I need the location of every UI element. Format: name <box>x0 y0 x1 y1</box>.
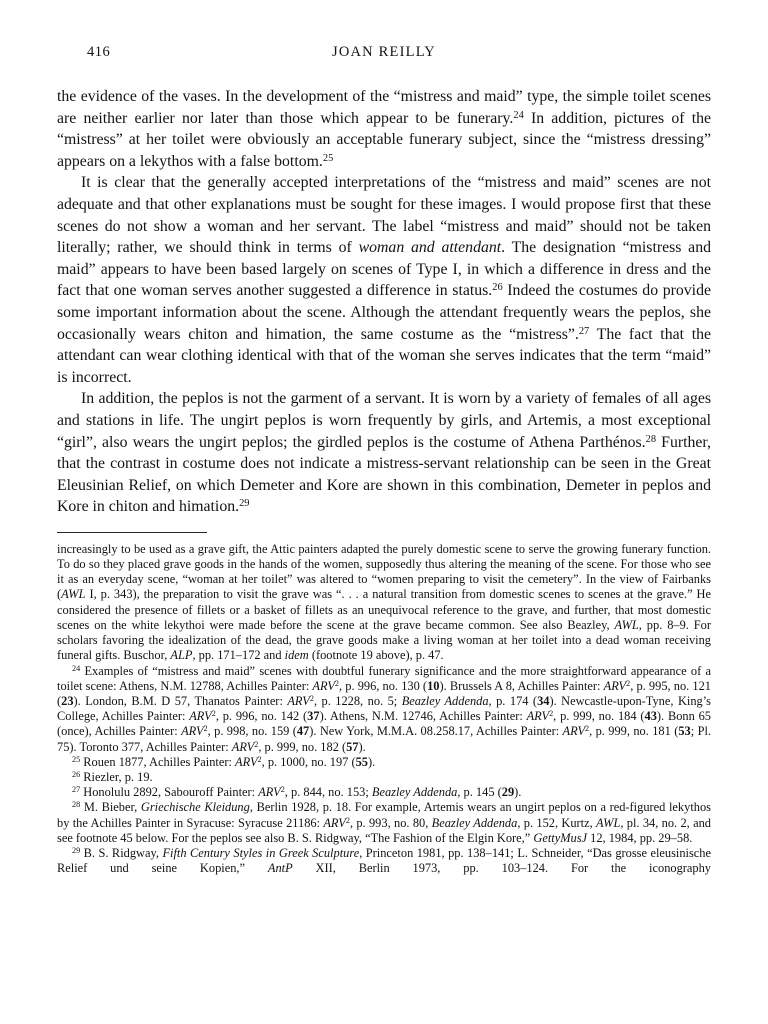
text-run: 23 <box>61 693 74 708</box>
text-run: Riezler, p. 19. <box>80 769 153 784</box>
text-run: increasingly to be used as a grave gift, the Attic painters adapted the purely domestic scene to serve the growing funerary function. To do so they placed grave goods in the hands of the women, supposedly thus altering the meaning of the scene. For those who see it as an everyday scene, “woman at her toilet” was altered to “women preparing to visit the cemetery”. In the view of Fairbanks ( <box>57 541 711 602</box>
text-run: ARV <box>287 693 310 708</box>
text-run: , p. 998, no. 159 ( <box>207 724 297 739</box>
text-run: 2 <box>254 739 259 749</box>
text-run: , p. 996, no. 142 ( <box>215 709 308 724</box>
text-run: 43 <box>644 709 657 724</box>
text-run: 25 <box>72 754 81 764</box>
text-run: ). <box>358 739 366 754</box>
text-run: , p. 995, no. 121 ( <box>57 678 711 708</box>
text-run: 10 <box>427 678 440 693</box>
text-run: ARV <box>562 724 586 739</box>
text-run: 28 <box>72 800 81 810</box>
text-run: , p. 999, no. 184 ( <box>553 709 645 724</box>
text-run: 2 <box>549 709 554 719</box>
text-run: ARV <box>231 739 255 754</box>
text-run: 2 <box>334 678 339 688</box>
text-run: 37 <box>307 709 320 724</box>
text-run: Griechische Kleidung <box>140 800 250 815</box>
footnote-27 <box>57 785 711 800</box>
text-run: , pp. 171–172 and <box>192 648 285 663</box>
text-run: ARV <box>526 709 550 724</box>
text-run: ARV <box>312 678 335 693</box>
text-run: ). Brussels A 8, Achilles Painter: <box>439 678 604 693</box>
text-run: 2 <box>309 693 314 703</box>
text-run: 34 <box>537 693 550 708</box>
text-run: 28 <box>645 433 657 445</box>
footnote-23-continuation <box>57 542 711 664</box>
text-run: ARV <box>181 724 204 739</box>
text-run: 55 <box>355 754 368 769</box>
text-run: ). London, B.M. D 57, Thanatos Painter: <box>73 693 288 708</box>
text-run: 2 <box>257 754 262 764</box>
footnote-28 <box>57 800 711 846</box>
text-run: 2 <box>345 815 350 825</box>
text-run: AWL <box>61 587 86 602</box>
text-run: ARV <box>235 754 258 769</box>
text-run: ). Bonn 65 (once), Achilles Painter: <box>57 709 712 739</box>
text-run: 2 <box>211 709 216 719</box>
text-run: In addition, pictures of the “mistress” at her toilet were obviously an acceptable funerary subject, since the “mistress dressing” appears on a lekythos with a false bottom. <box>57 109 711 170</box>
body-paragraph-2 <box>57 172 711 388</box>
text-run: Honolulu 2892, Sabouroff Painter: <box>80 785 259 800</box>
text-run: Beazley Addenda <box>401 693 489 708</box>
text-run: AWL <box>596 815 621 830</box>
text-run: idem <box>284 648 309 663</box>
body-text <box>57 86 711 518</box>
text-run: 24 <box>72 663 81 673</box>
text-run: , p. 999, no. 181 ( <box>589 724 679 739</box>
text-run: 27 <box>72 785 81 795</box>
text-run: ). Newcastle-upon-Tyne, King’s College, Achilles Painter: <box>57 693 711 724</box>
text-run: ). <box>514 785 522 800</box>
text-run: XII, Berlin 1973, pp. 103–124. For the iconography <box>292 861 711 876</box>
text-run: Fifth Century Styles in Greek Sculpture <box>162 845 360 860</box>
footnote-rule <box>57 532 207 533</box>
body-paragraph-3 <box>57 388 711 518</box>
text-run: ). New York, M.M.A. 08.258.17, Achilles Painter: <box>309 724 563 739</box>
footnote-29 <box>57 846 711 876</box>
text-run: In addition, the peplos is not the garment of a servant. It is worn by a variety of females of all ages and stations in life. The ungirt peplos is worn frequently by girls, and Artemis, a most exceptional “girl”, also wears the ungirt peplos; the girdled peplos is the costume of Athena Parthénos. <box>57 390 711 451</box>
text-run: , pl. 34, no. 2, and see footnote 45 below. For the peplos see also B. S. Ridgway, “The Fashion of the Elgin Kore,” <box>57 815 711 845</box>
text-run: The fact that the attendant can wear clothing identical with that of the woman she serves indicates that the term “maid” is incorrect. <box>57 325 711 386</box>
text-run: 29 <box>72 846 81 856</box>
text-run: ). <box>367 754 376 769</box>
text-run: 2 <box>585 724 590 734</box>
text-run: , p. 174 ( <box>488 693 538 708</box>
text-run: , p. 152, Kurtz, <box>517 815 597 830</box>
text-run: Beazley Addenda <box>431 815 518 830</box>
text-run: 26 <box>492 282 503 294</box>
text-run: 29 <box>239 498 250 510</box>
text-run: 53 <box>678 724 691 739</box>
text-run: 57 <box>346 739 359 754</box>
text-run: 2 <box>203 724 208 734</box>
text-run: Rouen 1877, Achilles Painter: <box>80 754 236 769</box>
text-run: Indeed the costumes do provide some important information about the scene. Although the attendant frequently wears the peplos, she occasionally wears chiton and himation, the same costume as the “mistress”. <box>57 282 711 343</box>
footnote-25 <box>57 755 711 770</box>
text-run: , Princeton 1981, pp. 138–141; L. Schneider, “Das grosse eleusinische Relief und seine Kopien,” <box>57 845 712 876</box>
text-run: 47 <box>296 724 310 739</box>
text-run: 24 <box>513 109 524 121</box>
text-run: 2 <box>280 785 285 795</box>
text-run: ARV <box>323 815 346 830</box>
text-run: , p. 1000, no. 197 ( <box>261 754 356 769</box>
text-run: AWL <box>614 617 639 632</box>
text-run: , p. 993, no. 80, <box>349 815 432 830</box>
text-run: , p. 996, no. 130 ( <box>339 678 428 693</box>
text-run: Beazley Addenda <box>371 785 458 800</box>
page-number: 416 <box>87 44 111 60</box>
text-run: the evidence of the vases. In the development of the “mistress and maid” type, the simple toilet scenes are neither earlier nor later than those which appear to be funerary. <box>57 88 711 127</box>
text-run: 26 <box>72 770 81 779</box>
text-run: AntP <box>267 861 293 876</box>
text-run: , p. 1228, no. 5; <box>313 693 402 708</box>
text-run: 12, 1984, pp. 29–58. <box>587 830 693 845</box>
text-run: GettyMusJ <box>533 830 588 845</box>
text-run: , p. 844, no. 153; <box>284 785 372 800</box>
text-run: Further, that the contrast in costume does not indicate a mistress-servant relationship can be seen in the Great Eleusinian Relief, on which Demeter and Kore are shown in this combination, Demeter in peplos and Kore in chiton and himation. <box>57 433 711 516</box>
text-run: I, p. 343), the preparation to visit the grave was “. . . a natural transition from domestic scenes to scenes at the grave.” He considered the presence of fillets or a basket of fillets as an unequivocal reference to the grave, and further, that most domestic scenes on the white lekythoi were made before the scene at the grave became common. See also Beazley, <box>57 587 711 632</box>
text-run: , p. 999, no. 182 ( <box>258 739 347 754</box>
text-run: , pp. 8–9. For scholars favoring the idealization of the dead, the grave goods make a living woman at her toilet into a dead woman receiving funeral gifts. Buschor, <box>57 617 712 663</box>
footnote-26 <box>57 770 711 785</box>
text-run: , Berlin 1928, p. 18. For example, Artemis wears an ungirt peplos on a red-figured lekythos by the Achilles Painter in Syracuse: Syracuse 21186: <box>57 800 711 830</box>
text-run: Examples of “mistress and maid” scenes with doubtful funerary significance and the more straightforward appearance of a toilet scene: Athens, N.M. 12788, Achilles Painter: <box>57 663 711 693</box>
text-run: 29 <box>501 785 515 800</box>
footnotes <box>57 542 711 876</box>
text-run: M. Bieber, <box>80 800 141 815</box>
text-run: , p. 145 ( <box>457 785 502 800</box>
running-header <box>57 44 711 62</box>
text-run: 27 <box>578 325 590 337</box>
text-run: ; Pl. 75). Toronto 377, Achilles Painter: <box>57 724 711 754</box>
text-run: 2 <box>626 678 631 688</box>
text-run: It is clear that the generally accepted interpretations of the “mistress and maid” scenes are not adequate and that other explanations must be sought for these images. I would propose first that these scenes do not show a woman and her servant. The label “mistress and maid” should not be taken literally; rather, we should think in terms of <box>57 174 711 257</box>
text-run: . The designation “mistress and maid” appears to have been based largely on scenes of Type I, in which a difference in dress and the fact that one woman serves another suggested a difference in status. <box>57 239 711 300</box>
text-run: ARV <box>189 709 212 724</box>
footnote-24 <box>57 664 711 755</box>
text-run: (footnote 19 above), p. 47. <box>308 648 444 663</box>
text-run: ). Athens, N.M. 12746, Achilles Painter: <box>319 709 527 724</box>
text-run: ARV <box>258 785 281 800</box>
text-run: ARV <box>603 678 627 693</box>
running-head-author: JOAN REILLY <box>332 44 436 60</box>
text-run: woman and attendant <box>358 239 502 257</box>
body-paragraph-1 <box>57 86 711 172</box>
text-run: 25 <box>322 152 334 164</box>
text-run: B. S. Ridgway, <box>80 845 163 860</box>
text-run: ALP <box>170 648 193 663</box>
